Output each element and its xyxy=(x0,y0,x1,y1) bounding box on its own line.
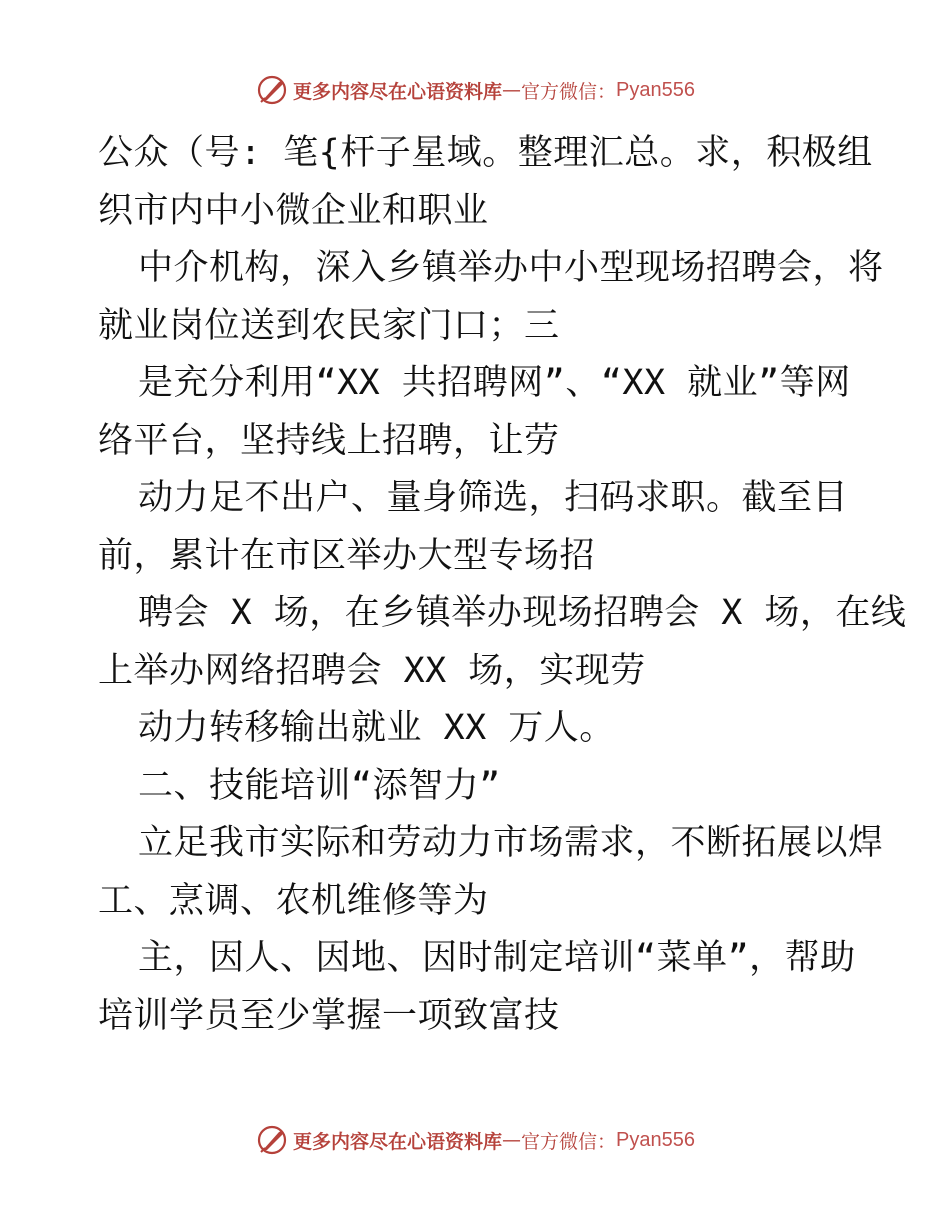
document-body xyxy=(98,125,907,1045)
text-line: 二、技能培训“添智力” xyxy=(138,765,501,806)
footer-banner xyxy=(0,1120,950,1160)
text-line: 络平台，坚持线上招聘，让劳 xyxy=(98,420,560,461)
banner-main-text: 更多内容尽在心语资料库 xyxy=(293,1130,503,1153)
text-line: 就业岗位送到农民家门口；三 xyxy=(98,305,560,346)
text-line: 动力转移输出就业 XX 万人。 xyxy=(138,708,615,748)
feather-pen-logo-icon xyxy=(255,1123,289,1157)
banner-wechat-label: 官方微信： xyxy=(521,1130,617,1153)
banner-wechat-id: Pyan556 xyxy=(616,78,695,101)
text-line: 动力足不出户、量身筛选，扫码求职。截至目 xyxy=(138,478,849,518)
banner-separator: — xyxy=(502,1129,522,1151)
header-banner xyxy=(0,70,950,110)
text-line: 聘会 X 场，在乡镇举办现场招聘会 X 场，在线 xyxy=(138,593,907,633)
text-line: 上举办网络招聘会 XX 场，实现劳 xyxy=(98,650,646,691)
text-line: 公众（号: 笔{杆子星域。整理汇总。求，积极组 xyxy=(98,133,873,173)
text-line: 是充分利用“XX 共招聘网”、“XX 就业”等网 xyxy=(138,363,851,403)
banner-wechat-label: 官方微信： xyxy=(521,80,617,103)
text-line: 前，累计在市区举办大型专场招 xyxy=(98,535,596,576)
text-line: 培训学员至少掌握一项致富技 xyxy=(98,995,560,1036)
feather-pen-logo-icon xyxy=(255,73,289,107)
text-line: 立足我市实际和劳动力市场需求，不断拓展以焊 xyxy=(138,823,884,863)
text-line: 织市内中小微企业和职业 xyxy=(98,190,489,231)
banner-wechat-id: Pyan556 xyxy=(616,1128,695,1151)
text-line: 主，因人、因地、因时制定培训“菜单”，帮助 xyxy=(138,938,856,978)
text-line: 工、烹调、农机维修等为 xyxy=(98,880,489,921)
banner-separator: — xyxy=(502,79,522,101)
banner-main-text: 更多内容尽在心语资料库 xyxy=(293,80,503,103)
text-line: 中介机构，深入乡镇举办中小型现场招聘会，将 xyxy=(138,248,884,288)
